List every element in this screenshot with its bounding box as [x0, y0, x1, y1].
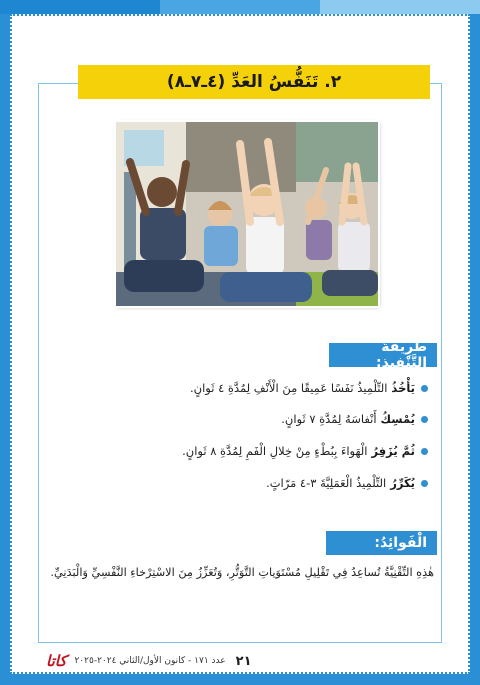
- step-keyword: يُمْسِكُ: [380, 412, 415, 426]
- children-breathing-photo: [116, 122, 378, 306]
- step-item: [281, 412, 428, 426]
- issue-info: عدد ١٧١ - كانون الأول/الثاني ٢٠٢٤-٢٠٢٥: [74, 656, 226, 666]
- step-text: التِّلْمِيذُ الْعَمَلِيَّةَ ٣-٤ مَرّاتٍ.: [266, 476, 387, 490]
- step-item: [182, 444, 428, 458]
- benefits-heading: الْفَوائِدُ:: [326, 531, 437, 555]
- strip-segment: [320, 0, 480, 14]
- bullet-icon: [421, 480, 428, 487]
- strip-segment: [160, 0, 320, 14]
- strip-segment: [0, 0, 160, 14]
- step-item: [190, 381, 428, 395]
- page-number: ٢١: [235, 653, 252, 669]
- magazine-logo: كاتا: [46, 652, 67, 670]
- step-keyword: يُكَرِّرُ: [390, 476, 415, 490]
- page-title: ٢. تَنَفُّسُ العَدِّ (٤ـ٧ـ٨): [78, 65, 430, 99]
- page-footer: [42, 652, 252, 670]
- right-border: [470, 14, 480, 685]
- benefits-text: هٰذِهِ التِّقْنِيَّةُ تُساعِدُ فِي تَقْلِيلِ مُسْتَوَياتِ التَّوَتُّرِ، وَتُعَزِّزُ مِنَ الاسْتِرْخاءِ النَّفْسِيِّ وَالْبَدَنِيِّ.: [50, 566, 434, 579]
- step-text: الْهَواءَ بِبُطْءٍ مِنْ خِلالِ الْفَمِ لِمُدَّةِ ٨ ثَوانٍ.: [182, 444, 368, 458]
- left-border: [0, 14, 10, 685]
- bullet-icon: [421, 385, 428, 392]
- step-text: أَنْفاسَهُ لِمُدَّةِ ٧ ثَوانٍ.: [281, 412, 377, 426]
- step-item: [266, 476, 428, 490]
- step-keyword: يَأْخُذُ: [391, 381, 415, 395]
- bullet-icon: [421, 416, 428, 423]
- photo-illustration: [116, 122, 378, 306]
- step-keyword: ثُمَّ يُزَفِرُ: [371, 444, 415, 458]
- top-color-strip: [0, 0, 480, 14]
- method-heading: طَرِيقَةُ التَّنْفِيذِ:: [329, 343, 437, 367]
- bullet-icon: [421, 448, 428, 455]
- step-text: التِّلْمِيذُ نَفَسًا عَمِيقًا مِنَ الْأَنْفِ لِمُدَّةِ ٤ ثَوانٍ.: [190, 381, 388, 395]
